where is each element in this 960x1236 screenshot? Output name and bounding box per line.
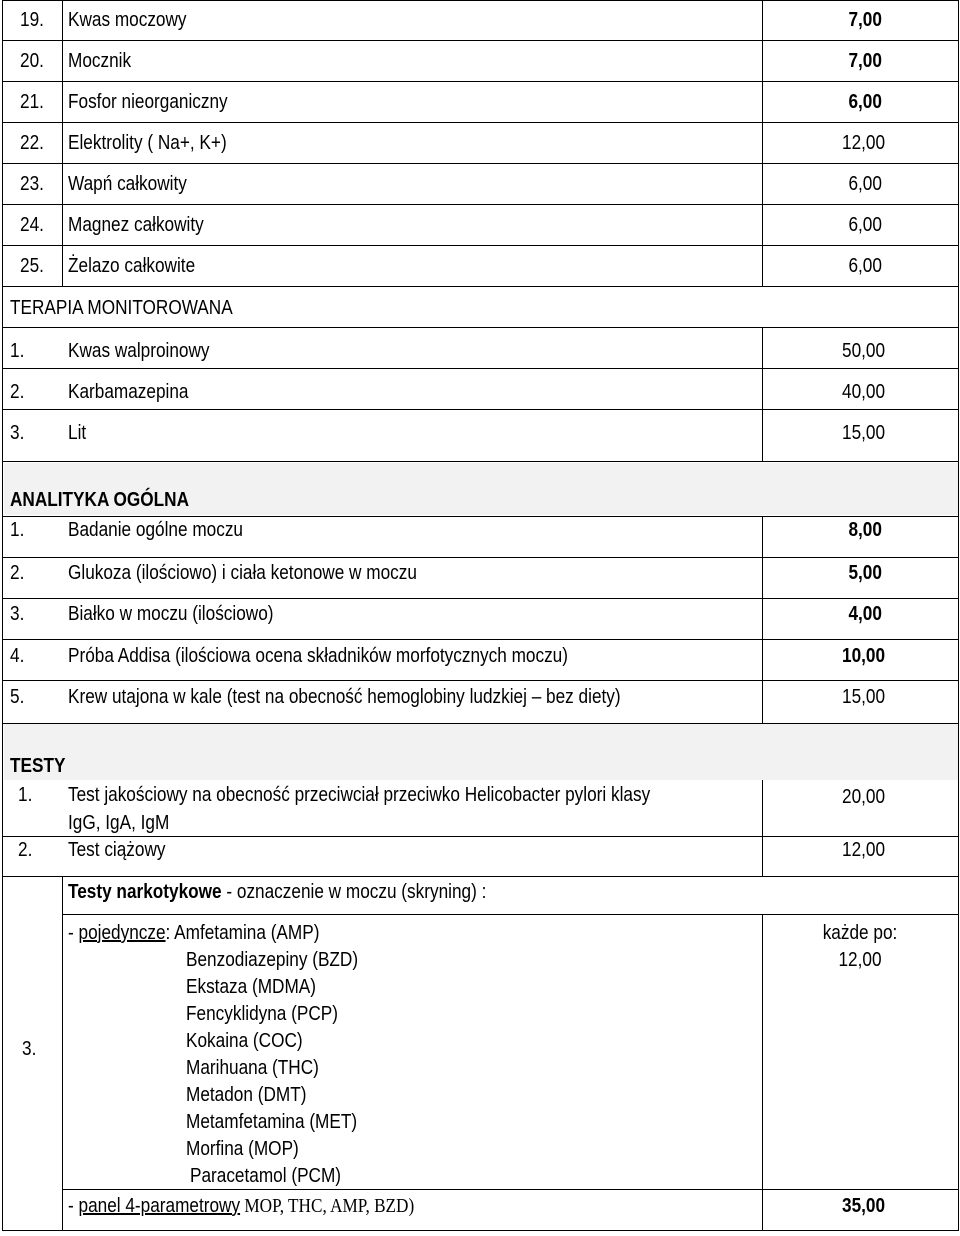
- drug-item: Kokaina (COC): [186, 1030, 303, 1052]
- test-name: Glukoza (ilościowo) i ciała ketonowe w moczu: [68, 562, 417, 584]
- test-name: Magnez całkowity: [68, 214, 204, 236]
- test-name: Kwas moczowy: [68, 9, 187, 31]
- testy-header-band: [4, 724, 958, 780]
- drug-item: Metadon (DMT): [186, 1084, 307, 1106]
- test-name: Próba Addisa (ilościowa ocena składników morfotycznych moczu): [68, 645, 568, 667]
- row-number: 24.: [20, 214, 44, 236]
- each-price-value: 12,00: [838, 949, 882, 971]
- row-number: 2.: [10, 562, 25, 584]
- each-price-label: każde po:: [822, 922, 898, 944]
- test-price: 15,00: [841, 686, 885, 708]
- test-price: 50,00: [841, 340, 885, 362]
- test-name: Krew utajona w kale (test na obecność hemoglobiny ludzkiej – bez diety): [68, 686, 621, 708]
- single-tests-label: pojedyncze: [78, 922, 166, 944]
- test-price: 7,00: [848, 50, 882, 72]
- drug-item: Morfina (MOP): [186, 1138, 299, 1160]
- test-name-continued: IgG, IgA, IgM: [68, 812, 170, 834]
- row-number: 1.: [10, 340, 25, 362]
- row-number: 1.: [18, 784, 33, 806]
- panel-price: 35,00: [841, 1195, 885, 1217]
- test-price: 7,00: [848, 9, 882, 31]
- row-number: 4.: [10, 645, 25, 667]
- test-price: 6,00: [848, 214, 882, 236]
- drug-item: Paracetamol (PCM): [190, 1165, 342, 1187]
- test-name: Karbamazepina: [68, 381, 189, 403]
- test-name: Fosfor nieorganiczny: [68, 91, 228, 113]
- test-name: Żelazo całkowite: [68, 255, 196, 277]
- panel-drugs: MOP, THC, AMP, BZD): [240, 1195, 415, 1217]
- row-number: 3.: [22, 1038, 37, 1060]
- test-price: 6,00: [848, 255, 882, 277]
- test-price: 20,00: [841, 786, 885, 808]
- drug-item: Fencyklidyna (PCP): [186, 1003, 338, 1025]
- test-name: Elektrolity ( Na+, K+): [68, 132, 227, 154]
- test-name: Kwas walproinowy: [68, 340, 210, 362]
- section-heading-testy: TESTY: [10, 755, 66, 777]
- drug-item: Amfetamina (AMP): [174, 922, 320, 944]
- test-price: 12,00: [841, 839, 885, 861]
- test-price: 6,00: [848, 91, 882, 113]
- test-name: Test jakościowy na obecność przeciwciał przeciwko Helicobacter pylori klasy: [68, 784, 651, 806]
- row-number: 3.: [10, 422, 25, 444]
- row-number: 20.: [20, 50, 44, 72]
- test-price: 6,00: [848, 173, 882, 195]
- test-price: 5,00: [848, 562, 882, 584]
- panel-line: - panel 4-parametrowy MOP, THC, AMP, BZD): [68, 1195, 415, 1217]
- row-number: 2.: [10, 381, 25, 403]
- panel-label: panel 4-parametrowy: [78, 1195, 241, 1217]
- row-number: 25.: [20, 255, 44, 277]
- drug-tests-title-bold: Testy narkotykowe: [68, 881, 222, 903]
- row-number: 23.: [20, 173, 44, 195]
- drug-item: Ekstaza (MDMA): [186, 976, 316, 998]
- single-tests-line: - pojedyncze: Amfetamina (AMP): [68, 922, 320, 944]
- drug-item: Marihuana (THC): [186, 1057, 319, 1079]
- test-name: Białko w moczu (ilościowo): [68, 603, 274, 625]
- test-price: 8,00: [848, 519, 882, 541]
- row-number: 22.: [20, 132, 44, 154]
- row-number: 2.: [18, 839, 33, 861]
- section-heading-terapia: TERAPIA MONITOROWANA: [10, 297, 233, 319]
- row-number: 1.: [10, 519, 25, 541]
- row-number: 5.: [10, 686, 25, 708]
- drug-tests-title: [68, 880, 486, 904]
- test-price: 10,00: [841, 645, 885, 667]
- drug-item: Metamfetamina (MET): [186, 1111, 358, 1133]
- row-number: 3.: [10, 603, 25, 625]
- test-name: Mocznik: [68, 50, 132, 72]
- test-name: Test ciążowy: [68, 839, 166, 861]
- test-price: 4,00: [848, 603, 882, 625]
- row-number: 21.: [20, 91, 44, 113]
- test-name: Wapń całkowity: [68, 173, 187, 195]
- row-number: 19.: [20, 9, 44, 31]
- drug-item: Benzodiazepiny (BZD): [186, 949, 359, 971]
- test-name: Lit: [68, 422, 87, 444]
- test-price: 15,00: [841, 422, 885, 444]
- test-name: Badanie ogólne moczu: [68, 519, 243, 541]
- test-price: 40,00: [841, 381, 885, 403]
- section-heading-analityka: ANALITYKA OGÓLNA: [10, 489, 190, 511]
- test-price: 12,00: [841, 132, 885, 154]
- drug-tests-title-rest: - oznaczenie w moczu (skryning) :: [221, 881, 487, 903]
